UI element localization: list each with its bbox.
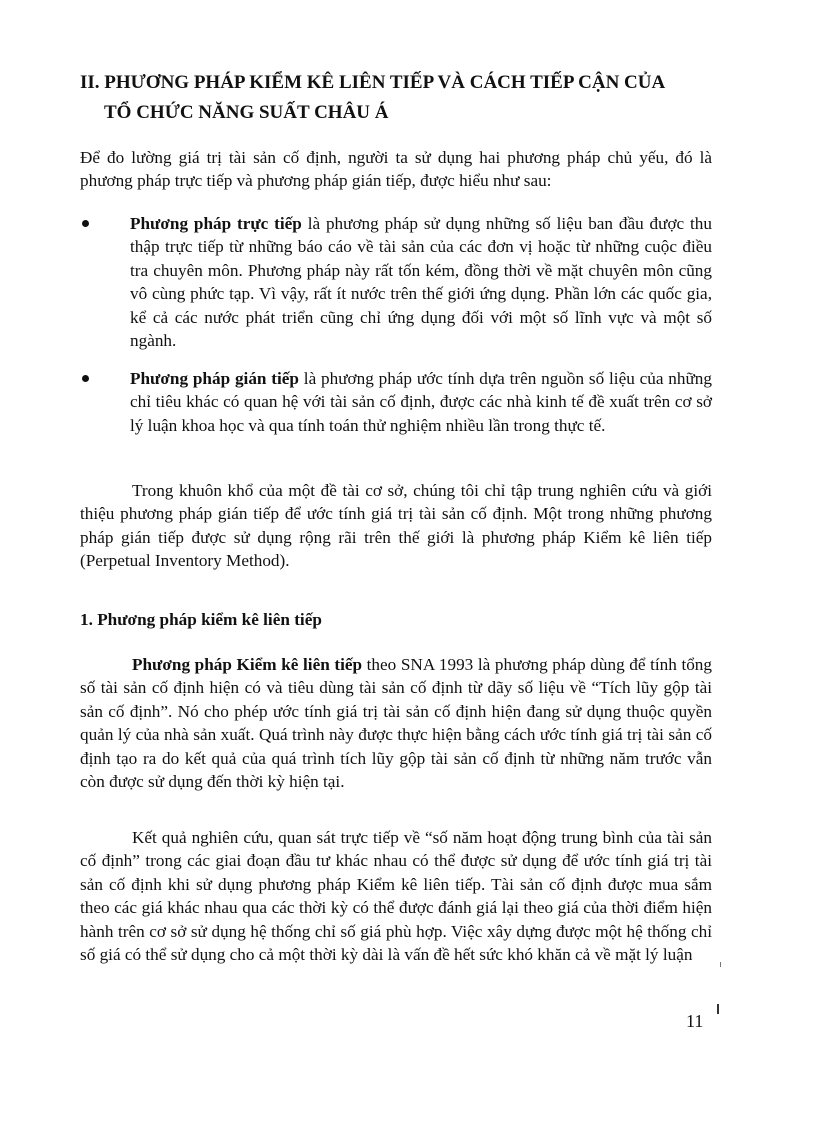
pim-term: Phương pháp Kiểm kê liên tiếp xyxy=(132,655,363,674)
bullet-text: là phương pháp sử dụng những số liệu ban đầu được thu thập trực tiếp từ những báo cáo về tài sản của các đơn vị hoặc từ những cuộc điều tra chuyên môn. Phương pháp này rất tốn kém, đồng thời về mặt chuyên môn cũng vô cùng phức tạp. Vì vậy, rất ít nước trên thế giới ứng dụng. Phần lớn các quốc gia, kể cả các nước phát triển cũng chỉ ứng dụng đối với một số lĩnh vực và một số ngành. xyxy=(130,214,712,351)
section-heading-line-2: TỔ CHỨC NĂNG SUẤT CHÂU Á xyxy=(104,102,389,123)
section-heading xyxy=(80,68,730,128)
page-number: 11 xyxy=(686,1011,704,1031)
bullet-dot-icon xyxy=(82,220,89,227)
pim-definition-paragraph xyxy=(80,653,712,793)
bullet-item-indirect-method xyxy=(106,367,712,437)
scan-mark-small xyxy=(720,962,721,967)
research-results-paragraph: Kết quả nghiên cứu, quan sát trực tiếp về “số năm hoạt động trung bình của tài sản cố định” trong các giai đoạn đầu tư khác nhau có thể được sử dụng để ước tính giá trị tài sản cố định khi sử dụng phương pháp Kiểm kê liên tiếp. Tài sản cố định được mua sắm theo các giá khác nhau qua các thời kỳ có thể được đánh giá lại theo giá của thời điểm hiện hành trên cơ sở sử dụng hệ thống chỉ số giá phù hợp. Việc xây dựng được một hệ thống chỉ số giá có thể sử dụng cho cả một thời kỳ dài là vấn đề hết sức khó khăn cả về mặt lý luận xyxy=(80,828,712,965)
intro-paragraph: Để đo lường giá trị tài sản cố định, người ta sử dụng hai phương pháp chủ yếu, đó là phương pháp trực tiếp và phương pháp gián tiếp, được hiểu như sau: xyxy=(80,148,712,191)
scope-paragraph: Trong khuôn khổ của một đề tài cơ sở, chúng tôi chỉ tập trung nghiên cứu và giới thiệu phương pháp gián tiếp để ước tính giá trị tài sản cố định. Một trong những phương pháp gián tiếp được sử dụng rộng rãi trên thế giới là phương pháp Kiểm kê liên tiếp (Perpetual Inventory Method). xyxy=(80,481,712,571)
bullet-paragraph xyxy=(106,367,712,437)
subsection-heading: 1. Phương pháp kiểm kê liên tiếp xyxy=(80,610,322,629)
bullet-dot-icon xyxy=(82,375,89,382)
bullet-term: Phương pháp trực tiếp xyxy=(130,214,302,233)
scan-mark xyxy=(717,1004,719,1014)
pim-text: theo SNA 1993 là phương pháp dùng để tính tổng số tài sản cố định hiện có và tiêu dùng tài sản cố định từ dãy số liệu về “Tích lũy gộp tài sản cố định”. Nó cho phép ước tính giá trị tài sản cố định hiện đang sử dụng thuộc quyền quản lý của nhà sản xuất. Quá trình này được thực hiện bằng cách ước tính giá trị tài sản cố định tạo ra do kết quả của quá trình tích lũy gộp tài sản cố định từ những năm trước vẫn còn được sử dụng đến thời kỳ hiện tại. xyxy=(80,655,712,792)
bullet-item-direct-method xyxy=(106,212,712,352)
bullet-term: Phương pháp gián tiếp xyxy=(130,369,299,388)
bullet-paragraph xyxy=(106,212,712,352)
section-heading-line-1: II. PHƯƠNG PHÁP KIỂM KÊ LIÊN TIẾP VÀ CÁCH TIẾP CẬN CỦA xyxy=(80,72,666,93)
bullet-text: là phương pháp ước tính dựa trên nguồn số liệu của những chỉ tiêu khác có quan hệ với tài sản cố định, được các nhà kinh tế đề xuất trên cơ sở lý luận khoa học và qua tính toán thử nghiệm nhiều lần trong thực tế. xyxy=(130,369,712,435)
